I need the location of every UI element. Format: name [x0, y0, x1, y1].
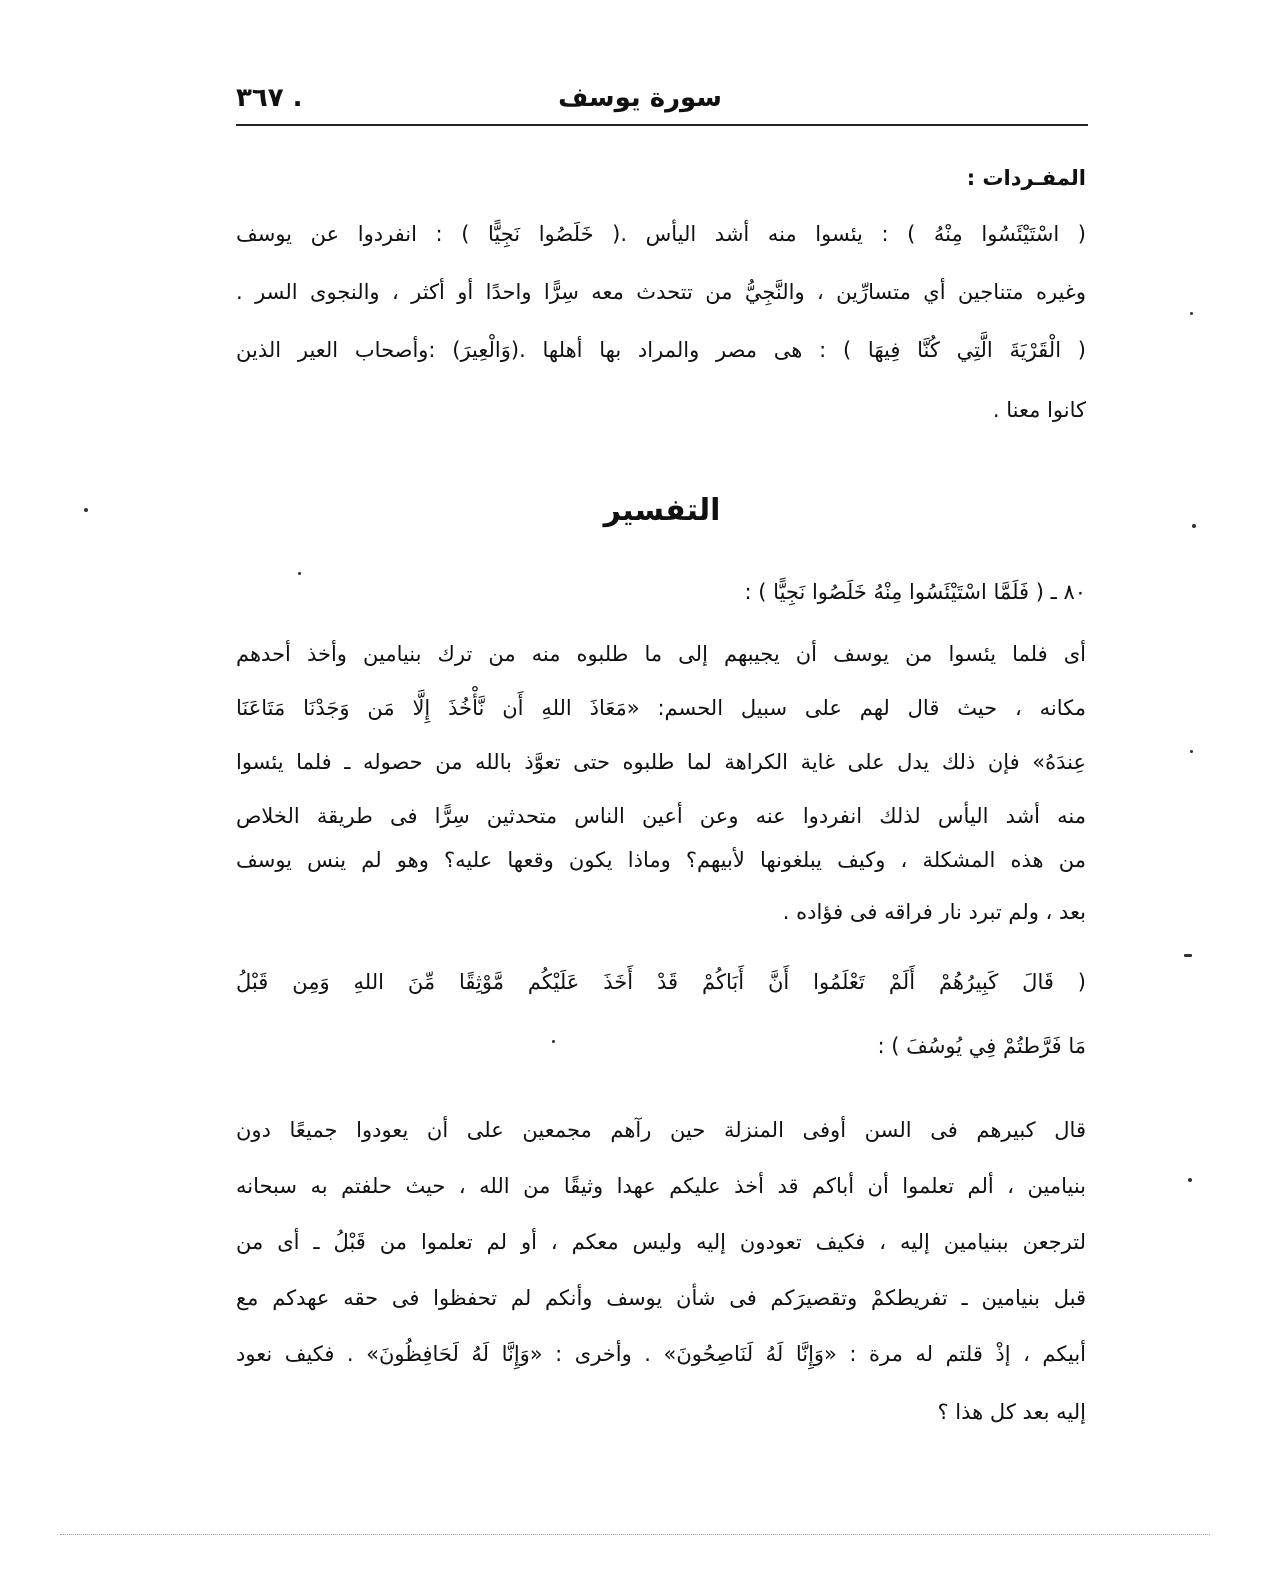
scan-speck — [1192, 524, 1196, 528]
page-number: ٣٦٧ . — [236, 83, 303, 113]
scan-speck — [1190, 750, 1193, 753]
paragraph-line: قبل بنيامين ـ تفريطكمْ وتقصيرَكم فى شأن يوسف وأنكم لم تحفظوا فى حقه عهدكم مع — [236, 1286, 1086, 1310]
scan-speck — [1188, 1178, 1192, 1182]
paragraph-line: أبيكم ، إذْ قلتم له مرة : «وَإِنَّا لَهُ لَنَاصِحُونَ» . وأخرى : «وَإِنَّا لَهُ لَحَافِظُونَ» . فكيف نعود — [236, 1342, 1086, 1366]
paragraph-line: بنيامين ، ألم تعلموا أن أباكم قد أخذ عليكم عهدا وثيقًا من الله ، حيث حلفتم به سبحانه — [236, 1174, 1086, 1198]
paragraph-line: إليه بعد كل هذا ؟ — [937, 1400, 1086, 1424]
running-title: سورة يوسف — [558, 83, 722, 113]
paragraph-line: أى فلما يئسوا من يوسف أن يجيبهم إلى ما طلبوه منه من ترك بنيامين وأخذ أحدهم — [236, 642, 1086, 666]
verse-80-line: ٨٠ ـ ( فَلَمَّا اسْتَيْئَسُوا مِنْهُ خَلَصُوا نَجِيًّا ) : — [744, 580, 1086, 604]
paragraph-line: مكانه ، حيث قال لهم على سبيل الحسم: «مَعَاذَ اللهِ أَن نَّأْخُذَ إِلَّا مَن وَجَدْنَا مَتَاعَنَا — [236, 696, 1086, 720]
vocabulary-line: كانوا معنا . — [992, 398, 1086, 422]
verse-line: مَا فَرَّطتُمْ فِي يُوسُفَ ) : — [877, 1034, 1086, 1058]
vocabulary-line: ( اسْتَيْئَسُوا مِنْهُ ) : يئسوا منه أشد اليأس .( خَلَصُوا نَجِيًّا ) : انفردوا عن يوسف — [236, 222, 1086, 246]
scan-speck — [298, 572, 301, 575]
paragraph-line: منه أشد اليأس لذلك انفردوا عنه وعن أعين الناس متحدثين سِرًّا فى طريقة الخلاص — [236, 804, 1086, 828]
scan-speck — [1190, 312, 1193, 315]
paragraph-line: بعد ، ولم تبرد نار فراقه فى فؤاده . — [782, 900, 1086, 924]
verse-line: ( قَالَ كَبِيرُهُمْ أَلَمْ تَعْلَمُوا أَنَّ أَبَاكُمْ قَدْ أَخَذَ عَلَيْكُم مَّوْثِقًا مِّنَ اللهِ وَمِن قَبْلُ — [236, 970, 1086, 994]
scan-speck — [84, 508, 88, 512]
paragraph-line: من هذه المشكلة ، وكيف يبلغونها لأبيهم؟ وماذا يكون وقعها عليه؟ وهو لم ينس يوسف — [236, 848, 1086, 872]
bottom-border — [60, 1534, 1210, 1535]
scan-speck — [552, 1040, 555, 1043]
paragraph-line: لترجعن ببنيامين إليه ، فكيف تعودون إليه وليس معكم ، أو لم تعلموا من قَبْلُ ـ أى من — [236, 1230, 1086, 1254]
vocabulary-line: ( الْقَرْيَةَ الَّتِي كُنَّا فِيهَا ) : هى مصر والمراد بها أهلها .(وَالْعِيرَ) :وأصحاب العير الذين — [236, 338, 1086, 362]
section-heading: التفسير — [603, 493, 721, 528]
vocabulary-label: المفـردات : — [966, 166, 1086, 190]
scan-speck — [1184, 954, 1192, 957]
paragraph-line: قال كبيرهم فى السن أوفى المنزلة حين رآهم مجمعين على أن يعودوا جميعًا دون — [236, 1118, 1086, 1142]
paragraph-line: عِندَهُ» فإن ذلك يدل على غاية الكراهة لما طلبوه حتى تعوَّذ بالله من حصوله ـ فلما يئسوا — [236, 750, 1086, 774]
vocabulary-line: وغيره متناجين أي متسارِّين ، والنَّجِيُّ من تتحدث معه سِرًّا واحدًا أو أكثر ، والنجوى السر . — [236, 280, 1086, 304]
header-rule — [236, 124, 1088, 126]
